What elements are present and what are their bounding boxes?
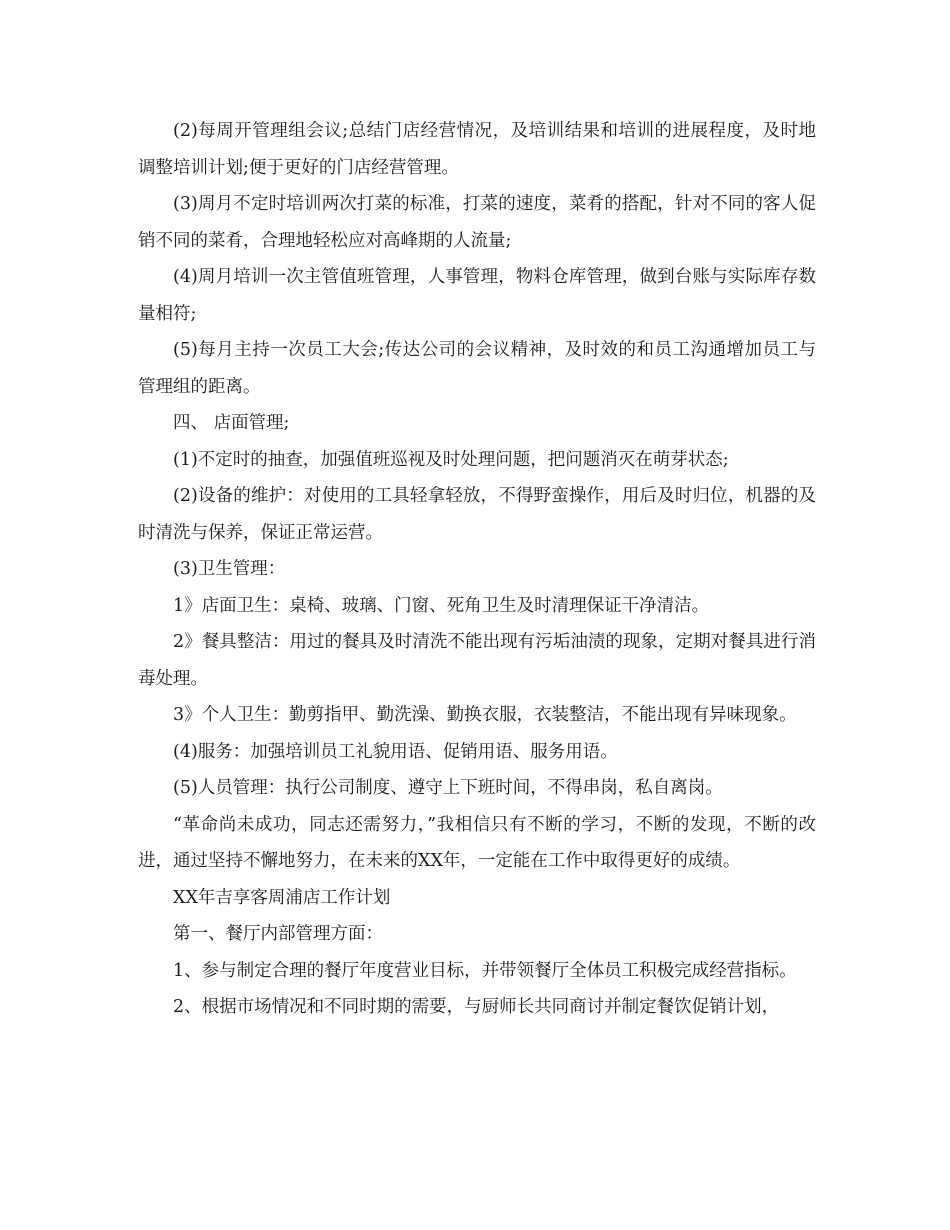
document-body (138, 113, 816, 1026)
paragraph-training-supervisor: (4)周月培训一次主管值班管理，人事管理，物料仓库管理，做到台账与实际库存数量相符; (138, 267, 816, 324)
section-heading-store-management: 四、 店面管理; (173, 413, 290, 433)
paragraph-tableware: 2》餐具整洁：用过的餐具及时清洗不能出现有污垢油渍的现象，定期对餐具进行消毒处理。 (138, 632, 816, 689)
paragraph-hygiene-heading: (3)卫生管理： (173, 559, 286, 579)
paragraph-equipment: (2)设备的维护：对使用的工具轻拿轻放，不得野蛮操作，用后及时归位，机器的及时清洗与保养，保证正常运营。 (138, 486, 816, 543)
paragraph-training-dishes: (3)周月不定时培训两次打菜的标准，打菜的速度，菜肴的搭配，针对不同的客人促销不同的菜肴，合理地轻松应对高峰期的人流量; (138, 194, 816, 251)
paragraph-personal-hygiene: 3》个人卫生：勤剪指甲、勤洗澡、勤换衣服，衣装整洁，不能出现有异味现象。 (173, 705, 797, 725)
paragraph-service: (4)服务：加强培训员工礼貌用语、促销用语、服务用语。 (173, 741, 618, 762)
paragraph-closing: “革命尚未成功，同志还需努力，”我相信只有不断的学习，不断的发现，不断的改进，通过坚持不懈地努力，在未来的XX年，一定能在工作中取得更好的成绩。 (138, 814, 816, 871)
paragraph-staff-meeting: (5)每月主持一次员工大会;传达公司的会议精神，及时效的和员工沟通增加员工与管理组的距离。 (138, 340, 816, 397)
section-heading-internal-management: 第一、餐厅内部管理方面： (173, 924, 383, 944)
paragraph-promotion-plan: 2、根据市场情况和不同时期的需要，与厨师长共同商讨并制定餐饮促销计划， (173, 997, 780, 1017)
plan-title: XX年吉享客周浦店工作计划 (173, 887, 391, 908)
paragraph-store-hygiene: 1》店面卫生：桌椅、玻璃、门窗、死角卫生及时清理保证干净清洁。 (173, 595, 710, 616)
paragraph-meeting: (2)每周开管理组会议;总结门店经营情况，及培训结果和培训的进展程度，及时地调整培训计划;便于更好的门店经营管理。 (138, 121, 816, 178)
paragraph-inspection: (1)不定时的抽查，加强值班巡视及时处理问题，把问题消灭在萌芽状态; (173, 449, 729, 470)
paragraph-annual-target: 1、参与制定合理的餐厅年度营业目标，并带领餐厅全体员工积极完成经营指标。 (173, 960, 797, 981)
paragraph-personnel: (5)人员管理：执行公司制度、遵守上下班时间，不得串岗，私自离岗。 (173, 778, 723, 798)
